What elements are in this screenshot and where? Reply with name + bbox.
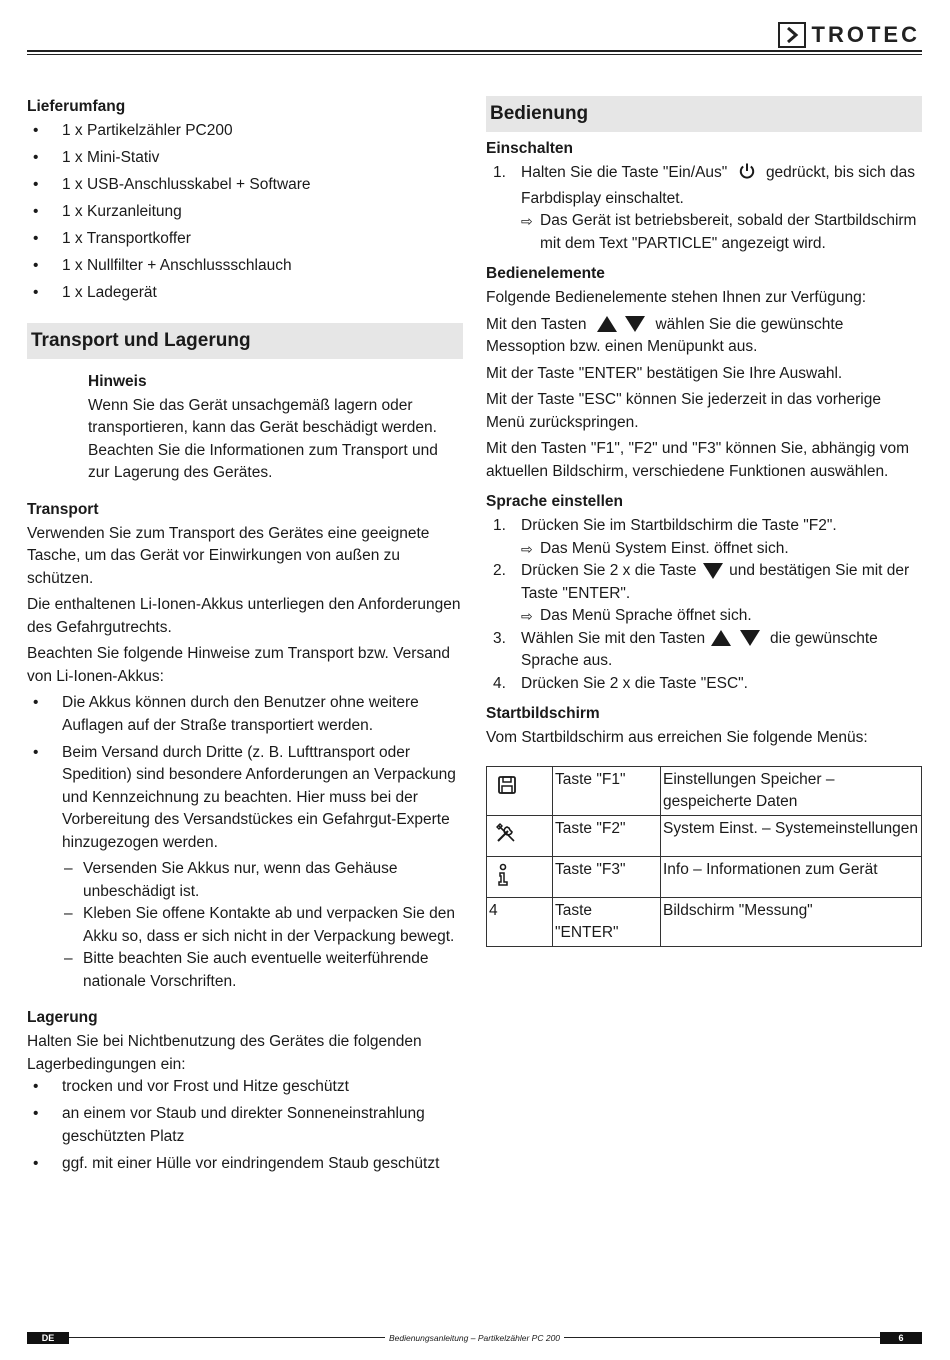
section-title-transport-storage: Transport und Lagerung: [27, 323, 463, 359]
result-text: Das Menü System Einst. öffnet sich.: [540, 539, 789, 557]
list-item: • trocken und vor Frost und Hitze geschützt: [27, 1076, 463, 1099]
right-column: [486, 96, 922, 947]
result-arrow-icon: ⇨: [521, 540, 533, 557]
step-text: und bestätigen Sie mit der Taste "ENTER".: [521, 562, 910, 602]
delivery-heading: Lieferumfang: [27, 98, 126, 115]
step-text: Drücken Sie 2 x die Taste "ESC".: [521, 674, 748, 692]
table-cell-desc: System Einst. – Systemeinstellungen: [661, 815, 922, 856]
controls-paragraph: Mit der Taste "ESC" können Sie jederzeit in das vorherige Menü zurückspringen.: [486, 391, 881, 431]
language-heading: Sprache einstellen: [486, 493, 623, 510]
list-item: • 1 x Kurzanleitung: [27, 201, 463, 224]
hint-text: Wenn Sie das Gerät unsachgemäß lagern oder transportieren, kann das Gerät beschädigt werden. Beachten Sie die Informationen zum Transport und zur Lagerung des Gerätes.: [88, 396, 438, 481]
tools-icon: [495, 822, 517, 851]
result-text: Das Gerät ist betriebsbereit, sobald der Startbildschirm mit dem Text "PARTICLE" angezeigt wird.: [540, 212, 917, 252]
sub-list-item: – Bitte beachten Sie auch eventuelle weiterführende nationale Vorschriften.: [62, 948, 463, 993]
logo-chevron-icon: [778, 22, 806, 48]
step-number: 4.: [493, 674, 506, 692]
sub-list-item: – Kleben Sie offene Kontakte ab und verpacken Sie den Akku so, dass er sich nicht in der Verpackung bewegt.: [62, 903, 463, 948]
sub-list-item: – Versenden Sie Akkus nur, wenn das Gehäuse unbeschädigt ist.: [62, 858, 463, 903]
info-icon: [495, 863, 511, 894]
result-text: Das Menü Sprache öffnet sich.: [540, 607, 752, 624]
storage-heading: Lagerung: [27, 1009, 98, 1026]
table-cell-desc: Info – Informationen zum Gerät: [661, 856, 922, 897]
brand-logo: [778, 22, 920, 48]
table-cell-icon: [487, 815, 553, 856]
list-item: • 1 x Ladegerät: [27, 282, 463, 305]
language-badge: DE: [27, 1332, 69, 1344]
storage-list: [27, 1076, 463, 1175]
language-steps: [486, 515, 922, 695]
controls-paragraph: Mit den Tasten "F1", "F2" und "F3" können Sie, abhängig vom aktuellen Bildschirm, verschiedene Funktionen auswählen.: [486, 440, 910, 480]
step-number: 1.: [493, 164, 506, 181]
list-item: • 1 x USB-Anschlusskabel + Software: [27, 174, 463, 197]
step-result: [521, 605, 922, 628]
controls-paragraph: Mit der Taste "ENTER" bestätigen Sie Ihre Auswahl.: [486, 364, 843, 382]
hint-heading: Hinweis: [88, 372, 147, 390]
list-item: • 1 x Nullfilter + Anschlussschlauch: [27, 255, 463, 278]
power-on-heading: Einschalten: [486, 140, 573, 157]
step-text: Wählen Sie mit den Tasten: [521, 629, 706, 647]
transport-paragraph: Die enthaltenen Li-Ionen-Akkus unterliegen den Anforderungen des Gefahrgutrechts.: [27, 596, 461, 636]
step-result: [521, 210, 922, 255]
transport-heading: Transport: [27, 500, 99, 518]
sub-list: [62, 858, 463, 993]
table-cell-desc: Bildschirm "Messung": [661, 897, 922, 946]
step: [486, 560, 922, 628]
result-arrow-icon: ⇨: [521, 608, 533, 624]
table-row: [487, 897, 922, 946]
step: [486, 515, 922, 560]
step-text: gedrückt, bis sich das Farbdisplay einschaltet.: [521, 164, 915, 207]
controls-text: wählen Sie die gewünschte Messoption bzw. einen Menüpunkt aus.: [486, 315, 844, 355]
footer-title: [27, 1332, 922, 1344]
list-item: • ggf. mit einer Hülle vor eindringendem Staub geschützt: [27, 1153, 463, 1176]
table-row: [487, 766, 922, 815]
arrow-down-icon: [625, 316, 645, 332]
brand-name: TROTEC: [811, 22, 920, 47]
transport-paragraph: Verwenden Sie zum Transport des Gerätes eine geeignete Tasche, um das Gerät vor Einwirkungen von außen zu schützen.: [27, 524, 430, 587]
start-screen-intro: Vom Startbildschirm aus erreichen Sie folgende Menüs:: [486, 729, 868, 746]
table-row: [487, 856, 922, 897]
step-text: die gewünschte Sprache aus.: [521, 629, 878, 669]
header-rule: [27, 50, 922, 52]
step-text: Drücken Sie 2 x die Taste: [521, 562, 697, 579]
step: [486, 673, 922, 696]
list-item: • an einem vor Staub und direkter Sonneneinstrahlung geschützten Platz: [27, 1103, 463, 1148]
list-item: • 1 x Partikelzähler PC200: [27, 120, 463, 143]
controls-heading: Bedienelemente: [486, 265, 605, 282]
list-item: [27, 742, 463, 994]
step-text: Halten Sie die Taste "Ein/Aus": [521, 164, 728, 181]
controls-paragraph: Folgende Bedienelemente stehen Ihnen zur Verfügung:: [486, 289, 867, 306]
step-number: 3.: [493, 629, 506, 647]
list-item: • 1 x Mini-Stativ: [27, 147, 463, 170]
power-icon: [738, 162, 756, 188]
step-number: 2.: [493, 562, 506, 579]
table-cell-key: Taste "ENTER": [553, 897, 661, 946]
table-cell-desc: Einstellungen Speicher – gespeicherte Daten: [661, 766, 922, 815]
arrow-down-icon: [740, 630, 760, 646]
step-number: 1.: [493, 517, 506, 534]
controls-text: Mit den Tasten: [486, 315, 587, 333]
section-title-operation: Bedienung: [486, 96, 922, 132]
table-cell-icon: [487, 856, 553, 897]
table-cell-key: Taste "F1": [553, 766, 661, 815]
power-on-steps: [486, 162, 922, 255]
result-arrow-icon: ⇨: [521, 213, 533, 229]
table-cell-key: Taste "F3": [553, 856, 661, 897]
step-result: [521, 538, 922, 561]
storage-intro: Halten Sie bei Nichtbenutzung des Gerätes die folgenden Lagerbedingungen ein:: [27, 1033, 422, 1073]
list-item-text: Beim Versand durch Dritte (z. B. Lufttransport oder Spedition) sind besondere Anforderungen an Verpackung und Kennzeichnung zu beachten. Hier muss bei der Vorbereitung des Versandstückes ein Gefahrgut-Experte hinzugezogen werden.: [62, 743, 456, 851]
list-item: • Die Akkus können durch den Benutzer ohne weitere Auflagen auf der Straße transportiert werden.: [27, 692, 463, 737]
transport-list: [27, 692, 463, 993]
page-number: 6: [880, 1332, 922, 1344]
hint-box: [27, 371, 463, 485]
step: [486, 628, 922, 673]
arrow-up-icon: [597, 316, 617, 332]
transport-paragraph: Beachten Sie folgende Hinweise zum Transport bzw. Versand von Li-Ionen-Akkus:: [27, 645, 451, 685]
controls-paragraph: [486, 314, 922, 359]
table-row: [487, 815, 922, 856]
arrow-up-icon: [711, 630, 731, 646]
table-cell-label: 4: [487, 897, 553, 946]
footer-title-text: Bedienungsanleitung – Partikelzähler PC 200: [385, 1333, 564, 1343]
table-cell-icon: [487, 766, 553, 815]
step: [486, 162, 922, 255]
list-item: • 1 x Transportkoffer: [27, 228, 463, 251]
arrow-down-icon: [703, 563, 723, 579]
header-rule-thin: [27, 54, 922, 55]
step-text: Drücken Sie im Startbildschirm die Taste "F2".: [521, 517, 837, 534]
left-column: [27, 96, 463, 1181]
save-icon: [497, 775, 517, 802]
menu-table: [486, 766, 922, 947]
page-footer: [27, 1332, 922, 1344]
table-cell-key: Taste "F2": [553, 815, 661, 856]
start-screen-heading: Startbildschirm: [486, 705, 600, 722]
delivery-list: [27, 120, 463, 305]
